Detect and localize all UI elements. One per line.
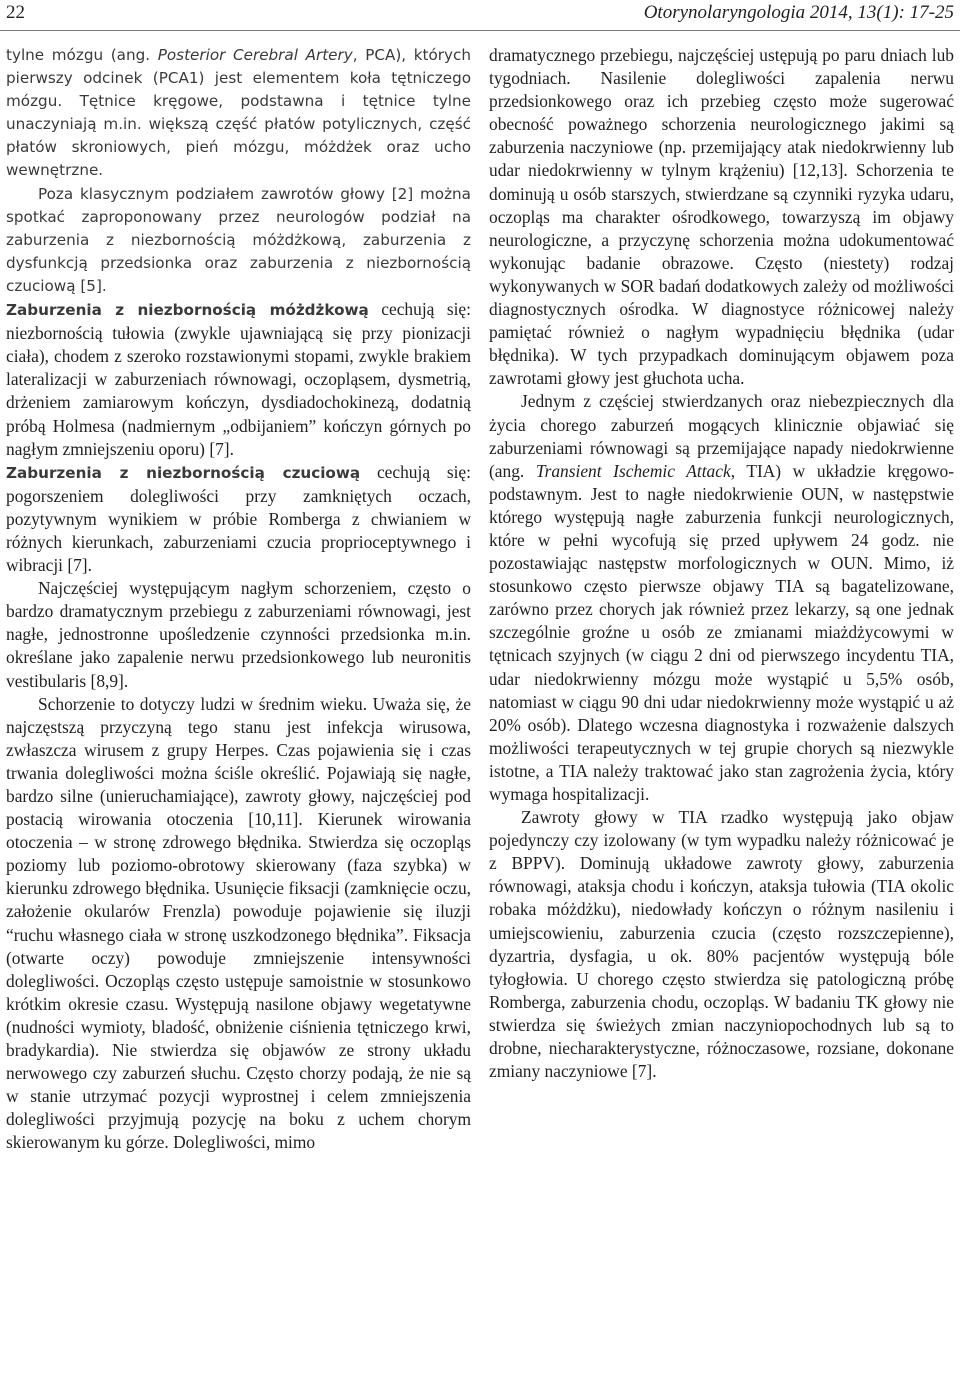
right-column [489,44,954,1083]
term-sensory: Zaburzenia z niezbornością czuciową [6,463,361,482]
paragraph-course: dramatycznego przebiegu, najczęściej ustępują po paru dniach lub tygodniach. Nasilenie dolegliwości zapalenia nerwu przedsionkowego oraz ich przebieg często może sugerować obecność poważnego schorzenia neurologicznego jakimi są zaburzenia naczyniowe (np. przemijający atak niedokrwienny lub udar niedokrwienny w tylnym krążeniu) [12,13]. Schorzenia te dominują u osób starszych, stwierdzane są czynniki ryzyka udaru, oczopląs ma charakter ośrodkowego, towarzyszą im objawy neurologiczne, a przyczynę schorzenia można udokumentować wykonując badanie obrazowe. Często (niestety) rodzaj wykonywanych w SOR badań dodatkowych zależy od możliwości diagnostycznych ośrodka. W diagnostyce różnicowej należy pamiętać również o nagłym wypadnięciu błędnika (udar błędnika). W tych przypadkach dominującym objawem poza zawrotami głowy jest głuchota ucha. [489,45,954,389]
paragraph-arteries: tylne mózgu (ang. Posterior Cerebral Artery, PCA), których pierwszy odcinek (PCA1) jest elementem koła tętniczego mózgu. Tętnice kręgowe, podstawna i tętnice tylne unaczyniają m.in. większą część płatów potylicznych, część płatów skroniowych, pień mózgu, móżdżek oraz ucho wewnętrzne. [6,46,472,180]
paragraph-cerebellar: Zaburzenia z niezbornością móżdżkową cechują się: niezbornością tułowia (zwykle ujawniającą się przy pionizacji ciała), chodem z szeroko rozstawionymi stopami, zwykle brakiem lateralizacji w zaburzeniach równowagi, oczopląsem, dysmetrią, drżeniem zamiarowym kończyn, dysdiadochokinezą, dodatnią próbą Holmesa (nadmiernym „odbijaniem” kończyn górnych po nagłym zmniejszeniu oporu) [7]. [6,299,471,459]
left-column [6,44,471,1155]
paragraph-sensory: Zaburzenia z niezbornością czuciową cechują się: pogorszeniem dolegliwości przy zamkniętych oczach, pozytywnym wynikiem w próbie Romberga z chwianiem w różnych kierunkach, zaburzeniami czucia proprioceptywnego i wibracji [7]. [6,461,471,576]
paragraph-vestibular-neuritis: Najczęściej występującym nagłym schorzeniem, często o bardzo dramatycznym przebiegu z zaburzeniami równowagi, jest nagłe, jednostronne upośledzenie czynności przedsionka m.in. określane jako zapalenie nerwu przedsionkowego lub neuronitis vestibularis [8,9]. [6,578,471,691]
page-number: 22 [6,2,25,23]
journal-citation: Otorynolaryngologia 2014, 13(1): 17-25 [643,2,954,23]
paragraph-middle-age: Schorzenie to dotyczy ludzi w średnim wieku. Uważa się, że najczęstszą przyczyną tego stanu jest infekcja wirusowa, zwłaszcza wirusem z grupy Herpes. Czas pojawienia się i czas trwania dolegliwości można ściśle określić. Pojawiają się nagłe, bardzo silne (unieruchamiające), zawroty głowy, najczęściej pod postacią wirowania otoczenia [10,11]. Kierunek wirowania otoczenia – w stronę zdrowego błędnika. Stwierdza się oczopląs poziomy lub poziomo-obrotowy skierowany (faza szybka) w kierunku zdrowego błędnika. Usunięcie fiksacji (zamknięcie oczu, założenie okularów Frenzla) powoduje pojawienie się iluzji “ruchu własnego ciała w stronę uszkodzonego błędnika”. Fiksacja (otwarte oczy) powoduje zmniejszenie intensywności dolegliwości. Oczopląs często ustępuje samoistnie w stosunkowo krótkim okresie czasu. Występują nasilone objawy wegetatywne (nudności wymioty, bladość, obniżenie ciśnienia tętniczego krwi, bradykardia). Nie stwierdza się objawów ze strony układu nerwowego czy zaburzeń słuchu. Często chorzy podają, że nie są w stanie utrzymać pozycji wyprostnej i celem zmniejszenia dolegliwości przyjmują pozycję na boku z uchem chorym skierowanym ku górze. Dolegliwości, mimo [6,693,471,1153]
paragraph-tia-vertigo: Zawroty głowy w TIA rzadko występują jako objaw pojedynczy czy izolowany (w tym wypadku należy różnicować je z BPPV). Dominują układowe zawroty głowy, zaburzenia równowagi, ataksja chodu i kończyn, ataksja tułowia (TIA okolic robaka móżdżku), niedowłady kończyn o różnym nasileniu i umiejscowieniu, zaburzenia czucia (często rozszczepienne), dyzartria, dysfagia, u ok. 80% pacjentów występują bóle tyłogłowia. U chorego często stwierdza się patologiczną próbę Romberga, zaburzenia chodu, oczopląs. W badaniu TK głowy nie stwierdza się świeżych zmian naczyniopochodnych lub są to drobne, niecharakterystyczne, różnoczasowe, rozsiane, dokonane zmiany naczyniowe [7]. [489,807,954,1082]
running-header [0,0,960,31]
paragraph-classification: Poza klasycznym podziałem zawrotów głowy [2] można spotkać zaproponowany przez neurologów podział na zaburzenia z niezbornością móżdżkową, zaburzenia z dysfunkcją przedsionka oraz zaburzenia z niezbornością czuciową [5]. [6,184,471,295]
paragraph-tia: Jednym z częściej stwierdzanych oraz niebezpiecznych dla życia chorego zaburzeń mogących klinicznie objawiać się zaburzeniami równowagi są przemijające napady niedokrwienne (ang. Transient Ischemic Attack, TIA) w układzie kręgowo-podstawnym. Jest to nagłe niedokrwienie OUN, w następstwie którego występują nagłe zaburzenia funkcji neurologicznych, które w pełni wycofują się przed upływem 24 godz. nie pozostawiając następstw morfologicznych w OUN. Mimo, iż stosunkowo często pierwsze objawy TIA są bagatelizowane, zarówno przez chorych jak również przez lekarzy, są one jednak szczególnie groźne u osób ze zmianami miażdżycowymi w tętnicach szyjnych (w ciągu 2 dni od pierwszego incydentu TIA, udar niedokrwienny mózgu może wystąpić u 5,5% osób, natomiast w ciągu 90 dni udar niedokrwienny może wystąpić u aż 20% osób). Dlatego wczesna diagnostyka i rozważenie dalszych możliwości terapeutycznych w tej grupie chorych są niezwykle istotne, a TIA należy traktować jako stan zagrożenia życia, który wymaga hospitalizacji. [489,391,954,804]
term-cerebellar: Zaburzenia z niezbornością móżdżkową [6,301,369,320]
